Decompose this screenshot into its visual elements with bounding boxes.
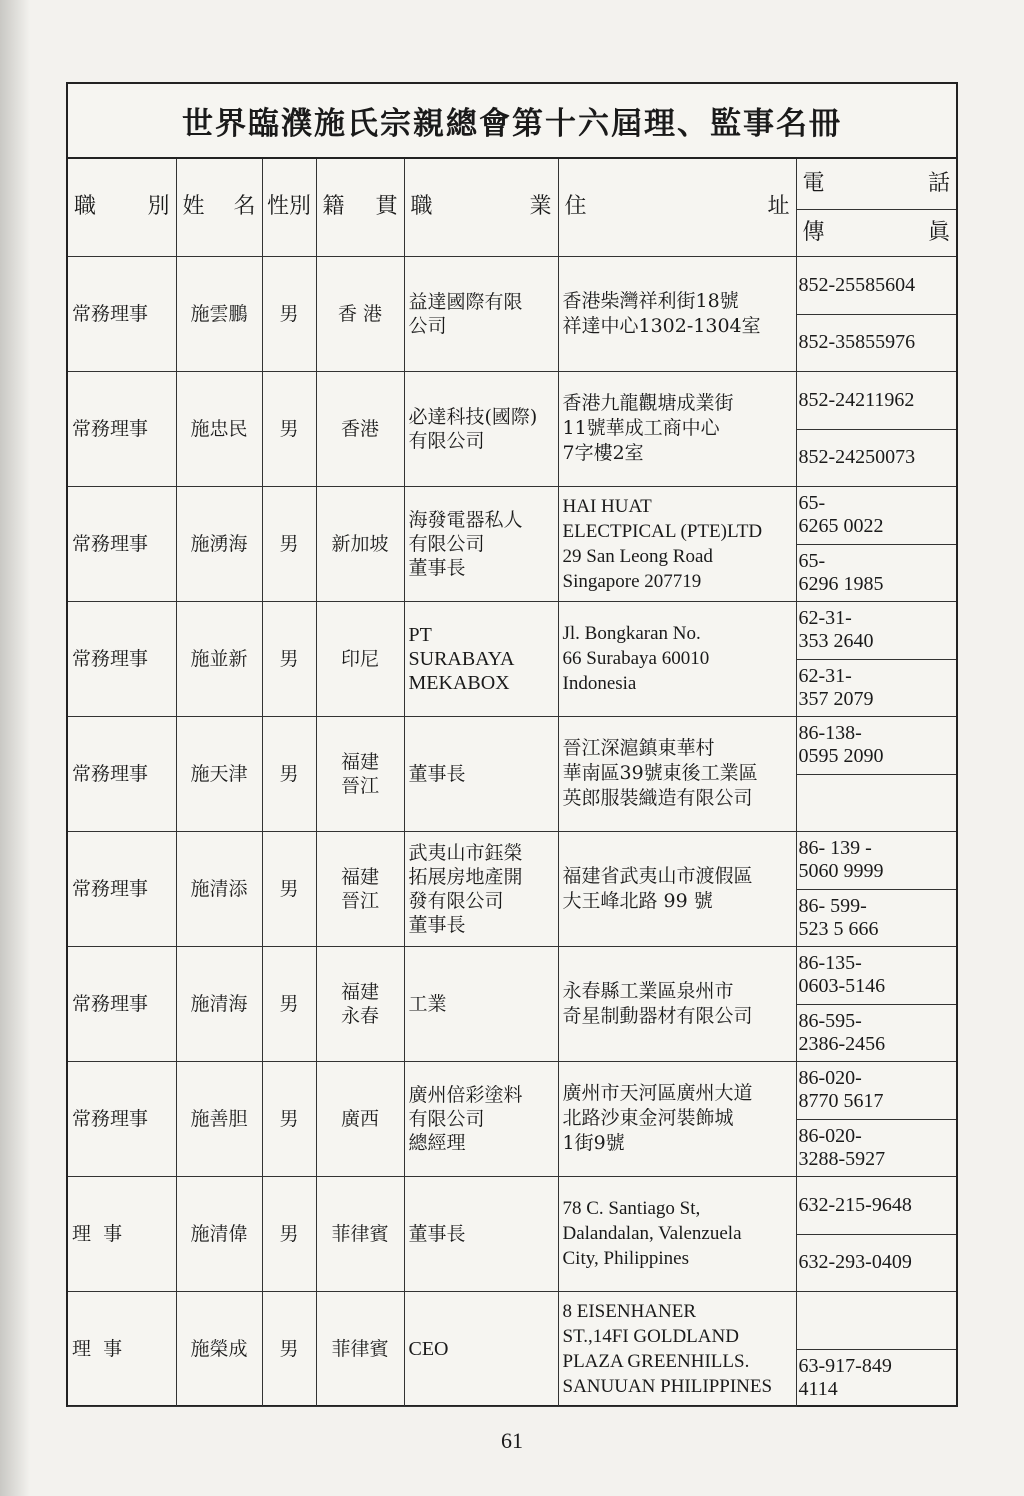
member-occupation: 武夷山市鈺榮 拓展房地產開 發有限公司 董事長 bbox=[404, 831, 558, 946]
member-phone: 852-25585604 bbox=[796, 256, 956, 314]
member-row bbox=[68, 1291, 956, 1349]
header-occupation: 職 業 bbox=[404, 159, 558, 256]
member-occupation: PT SURABAYA MEKABOX bbox=[404, 601, 558, 716]
member-position: 理 事 bbox=[68, 1291, 176, 1406]
member-occupation: 廣州倍彩塗料 有限公司 總經理 bbox=[404, 1061, 558, 1176]
member-name: 施榮成 bbox=[176, 1291, 262, 1406]
member-phone: 86-138- 0595 2090 bbox=[796, 716, 956, 774]
member-gender: 男 bbox=[262, 256, 316, 371]
member-gender: 男 bbox=[262, 946, 316, 1061]
member-position: 常務理事 bbox=[68, 1061, 176, 1176]
header-row bbox=[68, 159, 956, 209]
member-origin: 香 港 bbox=[316, 256, 404, 371]
roster-table bbox=[68, 159, 956, 1407]
member-address: 廣州市天河區廣州大道 北路沙東金河裝飾城 1街9號 bbox=[558, 1061, 796, 1176]
member-position: 常務理事 bbox=[68, 716, 176, 831]
member-gender: 男 bbox=[262, 1061, 316, 1176]
member-gender: 男 bbox=[262, 831, 316, 946]
header-origin: 籍 貫 bbox=[316, 159, 404, 256]
member-address: 香港柴灣祥利街18號 祥達中心1302-1304室 bbox=[558, 256, 796, 371]
member-name: 施湧海 bbox=[176, 486, 262, 601]
member-origin: 印尼 bbox=[316, 601, 404, 716]
member-origin: 香港 bbox=[316, 371, 404, 486]
member-occupation: 工業 bbox=[404, 946, 558, 1061]
member-row bbox=[68, 601, 956, 659]
member-origin: 福建 永春 bbox=[316, 946, 404, 1061]
member-row bbox=[68, 831, 956, 889]
member-name: 施並新 bbox=[176, 601, 262, 716]
member-occupation: 必達科技(國際) 有限公司 bbox=[404, 371, 558, 486]
member-origin: 新加坡 bbox=[316, 486, 404, 601]
member-fax: 63-917-849 4114 bbox=[796, 1349, 956, 1406]
member-address: 永春縣工業區泉州市 奇星制動器材有限公司 bbox=[558, 946, 796, 1061]
member-occupation: 益達國際有限 公司 bbox=[404, 256, 558, 371]
roster-body bbox=[68, 256, 956, 1406]
member-occupation: 董事長 bbox=[404, 1176, 558, 1291]
member-occupation: 董事長 bbox=[404, 716, 558, 831]
member-origin: 菲律賓 bbox=[316, 1291, 404, 1406]
member-row bbox=[68, 716, 956, 774]
member-name: 施雲鵬 bbox=[176, 256, 262, 371]
member-origin: 福建 晉江 bbox=[316, 831, 404, 946]
member-phone: 65- 6265 0022 bbox=[796, 486, 956, 544]
member-row bbox=[68, 1176, 956, 1234]
header-position: 職 別 bbox=[68, 159, 176, 256]
member-address: Jl. Bongkaran No. 66 Surabaya 60010 Indonesia bbox=[558, 601, 796, 716]
member-name: 施善胆 bbox=[176, 1061, 262, 1176]
member-phone: 852-24211962 bbox=[796, 371, 956, 429]
page-title: 世界臨濮施氏宗親總會第十六屆理、監事名冊 bbox=[68, 84, 956, 159]
member-address: 香港九龍觀塘成業街 11號華成工商中心 7字樓2室 bbox=[558, 371, 796, 486]
member-row bbox=[68, 256, 956, 314]
member-name: 施清偉 bbox=[176, 1176, 262, 1291]
member-position: 常務理事 bbox=[68, 946, 176, 1061]
member-position: 常務理事 bbox=[68, 831, 176, 946]
member-fax bbox=[796, 774, 956, 831]
member-position: 常務理事 bbox=[68, 486, 176, 601]
member-phone: 86- 139 - 5060 9999 bbox=[796, 831, 956, 889]
member-occupation: CEO bbox=[404, 1291, 558, 1406]
member-phone: 86-135- 0603-5146 bbox=[796, 946, 956, 1004]
member-occupation: 海發電器私人 有限公司 董事長 bbox=[404, 486, 558, 601]
member-fax: 852-35855976 bbox=[796, 314, 956, 371]
member-fax: 62-31- 357 2079 bbox=[796, 659, 956, 716]
member-position: 常務理事 bbox=[68, 371, 176, 486]
member-row bbox=[68, 1061, 956, 1119]
member-position: 常務理事 bbox=[68, 601, 176, 716]
member-address: HAI HUAT ELECTPICAL (PTE)LTD 29 San Leong Road Singapore 207719 bbox=[558, 486, 796, 601]
member-phone bbox=[796, 1291, 956, 1349]
header-gender: 性別 bbox=[262, 159, 316, 256]
member-name: 施清添 bbox=[176, 831, 262, 946]
header-address: 住 址 bbox=[558, 159, 796, 256]
member-gender: 男 bbox=[262, 601, 316, 716]
member-origin: 廣西 bbox=[316, 1061, 404, 1176]
member-gender: 男 bbox=[262, 486, 316, 601]
member-gender: 男 bbox=[262, 371, 316, 486]
member-name: 施忠民 bbox=[176, 371, 262, 486]
header-phone: 電 話 bbox=[796, 159, 956, 209]
member-fax: 632-293-0409 bbox=[796, 1234, 956, 1291]
member-row bbox=[68, 946, 956, 1004]
member-row bbox=[68, 486, 956, 544]
member-position: 理 事 bbox=[68, 1176, 176, 1291]
member-address: 78 C. Santiago St, Dalandalan, Valenzuela City, Philippines bbox=[558, 1176, 796, 1291]
member-phone: 62-31- 353 2640 bbox=[796, 601, 956, 659]
member-name: 施天津 bbox=[176, 716, 262, 831]
page-number: 61 bbox=[501, 1428, 523, 1453]
member-phone: 86-020- 8770 5617 bbox=[796, 1061, 956, 1119]
header-name: 姓 名 bbox=[176, 159, 262, 256]
roster-frame bbox=[66, 82, 958, 1407]
member-gender: 男 bbox=[262, 716, 316, 831]
header-fax: 傳 眞 bbox=[796, 209, 956, 256]
member-gender: 男 bbox=[262, 1291, 316, 1406]
member-address: 福建省武夷山市渡假區 大王峰北路 99 號 bbox=[558, 831, 796, 946]
member-name: 施清海 bbox=[176, 946, 262, 1061]
member-fax: 65- 6296 1985 bbox=[796, 544, 956, 601]
member-position: 常務理事 bbox=[68, 256, 176, 371]
member-fax: 86-020- 3288-5927 bbox=[796, 1119, 956, 1176]
member-address: 晉江深滬鎮東華村 華南區39號東後工業區 英郎服裝織造有限公司 bbox=[558, 716, 796, 831]
member-fax: 86- 599- 523 5 666 bbox=[796, 889, 956, 946]
member-phone: 632-215-9648 bbox=[796, 1176, 956, 1234]
member-origin: 福建 晉江 bbox=[316, 716, 404, 831]
member-row bbox=[68, 371, 956, 429]
member-fax: 852-24250073 bbox=[796, 429, 956, 486]
member-address: 8 EISENHANER ST.,14FI GOLDLAND PLAZA GREENHILLS. SANUUAN PHILIPPINES bbox=[558, 1291, 796, 1406]
member-fax: 86-595- 2386-2456 bbox=[796, 1004, 956, 1061]
page-binding-shadow bbox=[0, 0, 30, 1496]
member-gender: 男 bbox=[262, 1176, 316, 1291]
member-origin: 菲律賓 bbox=[316, 1176, 404, 1291]
